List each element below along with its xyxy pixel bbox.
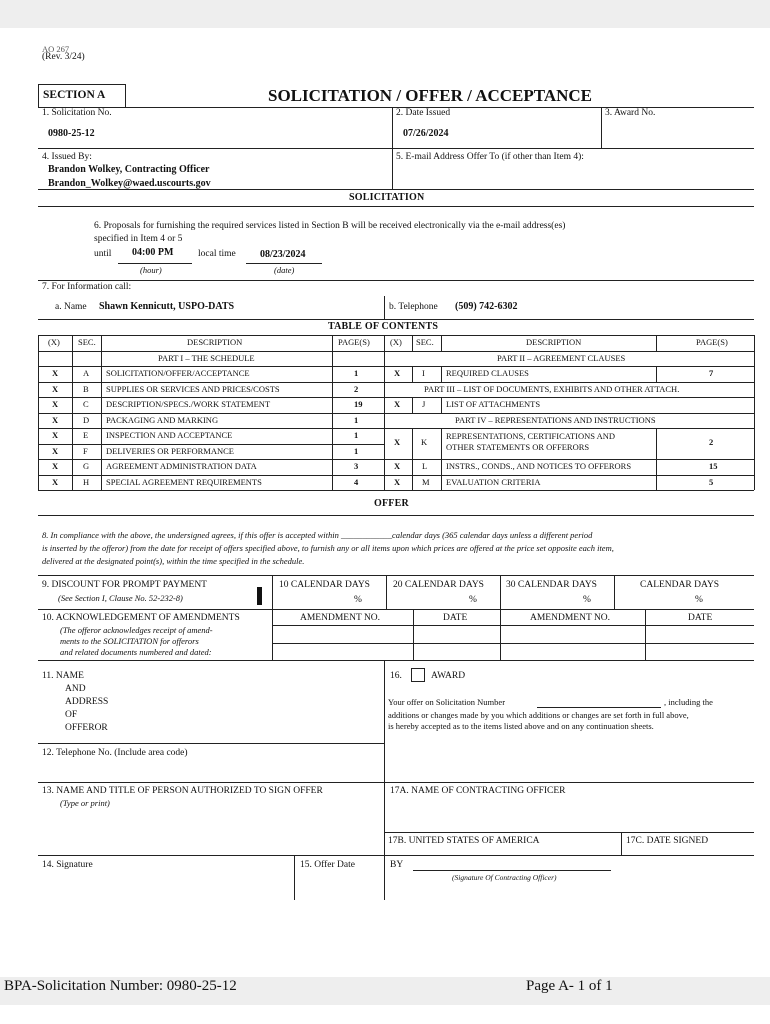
toc-row-desc: PACKAGING AND MARKING	[106, 414, 219, 425]
toc-row-pages: 1	[354, 445, 359, 456]
toc-header-desc-left: DESCRIPTION	[187, 337, 243, 347]
amend-no-header-1: AMENDMENT NO.	[300, 613, 381, 623]
toc-row-pages: 4	[354, 476, 359, 487]
discount-20-pct: %	[469, 595, 477, 605]
toc-row-sec: I	[422, 368, 425, 378]
toc-row-desc: LIST OF ATTACHMENTS	[446, 399, 541, 409]
toc-row-sec: B	[83, 383, 89, 394]
toc-row-pages: 1	[354, 368, 359, 378]
offer-heading: OFFER	[374, 498, 409, 509]
deadline-date: 08/23/2024	[260, 249, 306, 260]
toc-row-x: X	[52, 383, 59, 394]
offer-para-1: 8. In compliance with the above, the undersigned agrees, if this offer is accepted within ____________calendar days (365 calendar days unless a different period	[42, 530, 593, 540]
toc-row-desc: SUPPLIES OR SERVICES AND PRICES/COSTS	[106, 383, 280, 394]
toc-row-sec: M	[422, 476, 430, 487]
award-checkbox[interactable]	[411, 668, 425, 682]
discount-sub: (See Section I, Clause No. 52-232-8)	[58, 593, 183, 603]
toc-row-pages: 2	[709, 437, 714, 447]
contact-name-label: a. Name	[55, 302, 87, 312]
toc-header-pages-left: PAGE(S)	[338, 337, 370, 347]
toc-row-sec: L	[422, 461, 428, 471]
signature-label: 14. Signature	[42, 860, 93, 870]
toc-header-sec-right: SEC.	[416, 337, 434, 347]
toc-row-sec: H	[83, 476, 90, 487]
ack-sub-3: and related documents numbered and dated:	[60, 647, 212, 657]
offer-para-3: delivered at the designated point(s), within the time specified in the schedule.	[42, 556, 305, 566]
discount-30-days: 30 CALENDAR DAYS	[506, 580, 597, 590]
discount-cal-pct: %	[695, 595, 703, 605]
toc-row-x: X	[52, 368, 59, 378]
contact-name: Shawn Kennicutt, USPO-DATS	[99, 301, 235, 312]
toc-part-4: PART IV – REPRESENTATIONS AND INSTRUCTIONS	[455, 414, 656, 425]
authorized-label: 13. NAME AND TITLE OF PERSON AUTHORIZED TO SIGN OFFER	[42, 786, 323, 796]
ack-sub-1: (The offeror acknowledges receipt of amend-	[60, 625, 213, 635]
toc-part-3: PART III – LIST OF DOCUMENTS, EXHIBITS AND OTHER ATTACH.	[424, 383, 680, 394]
toc-row-sec: E	[83, 430, 89, 440]
footer-left: BPA-Solicitation Number: 0980-25-12	[4, 978, 237, 994]
toc-row-x: X	[394, 437, 401, 447]
toc-row-sec: A	[83, 368, 90, 378]
offeror-name-label: 11. NAME	[42, 671, 84, 681]
contact-tel-label: b. Telephone	[389, 302, 438, 312]
award-para-2: additions or changes made by you which additions or changes are set forth in full above,	[388, 710, 689, 720]
toc-header-x-right: (X)	[390, 337, 402, 347]
page-title: SOLICITATION / OFFER / ACCEPTANCE	[268, 86, 592, 105]
toc-row-desc: REQUIRED CLAUSES	[446, 368, 529, 378]
toc-row-desc: DELIVERIES OR PERFORMANCE	[106, 445, 234, 456]
toc-row-sec: D	[83, 414, 90, 425]
toc-row-desc: AGREEMENT ADMINISTRATION DATA	[106, 461, 257, 471]
award-number-label: 16.	[390, 671, 402, 681]
solicitation-text-2: specified in Item 4 or 5	[94, 234, 183, 244]
toc-row-desc: REPRESENTATIONS, CERTIFICATIONS AND	[446, 431, 616, 441]
toc-header-sec-left: SEC.	[78, 337, 96, 347]
discount-30-pct: %	[583, 595, 591, 605]
toc-row-x: X	[52, 430, 59, 440]
toc-row-x: X	[394, 461, 401, 471]
toc-row-x: X	[52, 445, 59, 456]
toc-row-desc: DESCRIPTION/SPECS./WORK STATEMENT	[106, 399, 271, 409]
toc-row-desc: INSTRS., CONDS., AND NOTICES TO OFFERORS	[446, 461, 632, 471]
toc-row-desc: OTHER STATEMENTS OR OFFERORS	[446, 442, 590, 452]
until-label: until	[94, 249, 112, 259]
phone-label: 12. Telephone No. (Include area code)	[42, 748, 188, 758]
date-signed-label: 17C. DATE SIGNED	[626, 836, 709, 846]
amend-no-header-2: AMENDMENT NO.	[530, 613, 611, 623]
offer-date-label: 15. Offer Date	[300, 860, 355, 870]
amend-date-header-1: DATE	[443, 613, 468, 623]
date-label: (date)	[274, 265, 295, 275]
marker-bar	[257, 587, 262, 605]
issued-by-label: 4. Issued By:	[42, 152, 92, 162]
toc-row-sec: C	[83, 399, 89, 409]
discount-10-days: 10 CALENDAR DAYS	[279, 580, 370, 590]
co-signature-caption: (Signature Of Contracting Officer)	[452, 873, 557, 882]
discount-10-pct: %	[354, 595, 362, 605]
discount-label: 9. DISCOUNT FOR PROMPT PAYMENT	[42, 580, 207, 590]
amend-date-header-2: DATE	[688, 613, 713, 623]
hour-label: (hour)	[140, 265, 162, 275]
by-label: BY	[390, 860, 404, 870]
date-issued: 07/26/2024	[403, 128, 449, 139]
toc-row-sec: F	[83, 445, 88, 456]
award-no-label: 3. Award No.	[605, 108, 656, 118]
email-offer-label: 5. E-mail Address Offer To (if other than Item 4):	[396, 152, 584, 162]
toc-header-x-left: (X)	[48, 337, 60, 347]
local-time-label: local time	[198, 249, 236, 259]
solicitation-heading: SOLICITATION	[349, 192, 425, 203]
offeror-of: OF	[65, 710, 78, 720]
award-para-1b: , including the	[664, 697, 713, 707]
toc-header-desc-right: DESCRIPTION	[526, 337, 582, 347]
toc-row-x: X	[52, 476, 59, 487]
toc-row-pages: 15	[709, 461, 718, 471]
toc-row-pages: 1	[354, 430, 359, 440]
issued-by-email: Brandon_Wolkey@waed.uscourts.gov	[48, 178, 211, 189]
award-para-3: is hereby accepted as to the items listed above and on any continuation sheets.	[388, 721, 654, 731]
toc-part-1: PART I – THE SCHEDULE	[158, 352, 255, 363]
offer-para-2: is inserted by the offeror) from the date for receipt of offers specified above, to furnish any or all items upon which prices are offered at the price set opposite each item,	[42, 543, 614, 553]
toc-row-pages: 7	[709, 368, 714, 378]
ack-sub-2: ments to the SOLICITATION for offerors	[60, 636, 199, 646]
toc-row-x: X	[394, 368, 401, 378]
toc-row-desc: INSPECTION AND ACCEPTANCE	[106, 430, 233, 440]
toc-row-sec: G	[83, 461, 90, 471]
offeror-offeror: OFFEROR	[65, 723, 108, 733]
toc-row-pages: 2	[354, 383, 359, 394]
award-para-1a: Your offer on Solicitation Number	[388, 697, 506, 707]
footer-right: Page A- 1 of 1	[526, 978, 613, 994]
toc-row-sec: J	[422, 399, 426, 409]
issued-by-name: Brandon Wolkey, Contracting Officer	[48, 164, 210, 175]
toc-row-x: X	[394, 476, 401, 487]
offeror-and: AND	[65, 684, 86, 694]
toc-row-desc: SPECIAL AGREEMENT REQUIREMENTS	[106, 476, 262, 487]
revision: (Rev. 3/24)	[42, 52, 85, 62]
section-label: SECTION A	[43, 89, 106, 101]
toc-row-sec: K	[421, 437, 428, 447]
contact-tel: (509) 742-6302	[455, 301, 518, 312]
toc-header-pages-right: PAGE(S)	[696, 337, 728, 347]
solicitation-no-label: 1. Solicitation No.	[42, 108, 112, 118]
toc-row-x: X	[52, 461, 59, 471]
deadline-time: 04:00 PM	[132, 247, 174, 258]
discount-cal-days: CALENDAR DAYS	[640, 580, 720, 590]
toc-row-pages: 3	[354, 461, 359, 471]
toc-row-desc: SOLICITATION/OFFER/ACCEPTANCE	[106, 368, 250, 378]
date-issued-label: 2. Date Issued	[396, 108, 451, 118]
authorized-sub: (Type or print)	[60, 798, 110, 808]
offeror-address: ADDRESS	[65, 697, 109, 707]
toc-part-2: PART II – AGREEMENT CLAUSES	[497, 352, 626, 363]
toc-row-pages: 5	[709, 476, 714, 487]
solicitation-text-1: 6. Proposals for furnishing the required services listed in Section B will be received electronically via the e-mail address(es)	[94, 221, 566, 231]
usa-label: 17B. UNITED STATES OF AMERICA	[388, 836, 540, 846]
discount-20-days: 20 CALENDAR DAYS	[393, 580, 484, 590]
toc-row-x: X	[52, 399, 59, 409]
toc-row-pages: 19	[354, 399, 363, 409]
contracting-officer-label: 17A. NAME OF CONTRACTING OFFICER	[390, 786, 566, 796]
toc-row-pages: 1	[354, 414, 359, 425]
toc-row-desc: EVALUATION CRITERIA	[446, 476, 541, 487]
solicitation-no: 0980-25-12	[48, 128, 95, 139]
info-call-label: 7. For Information call:	[42, 282, 132, 292]
form-id: AO 267	[42, 44, 70, 54]
toc-row-x: X	[394, 399, 401, 409]
toc-row-x: X	[52, 414, 59, 425]
toc-heading: TABLE OF CONTENTS	[328, 321, 439, 332]
ack-label: 10. ACKNOWLEDGEMENT OF AMENDMENTS	[42, 613, 240, 623]
award-label: AWARD	[431, 671, 466, 681]
top-bar	[0, 0, 770, 28]
